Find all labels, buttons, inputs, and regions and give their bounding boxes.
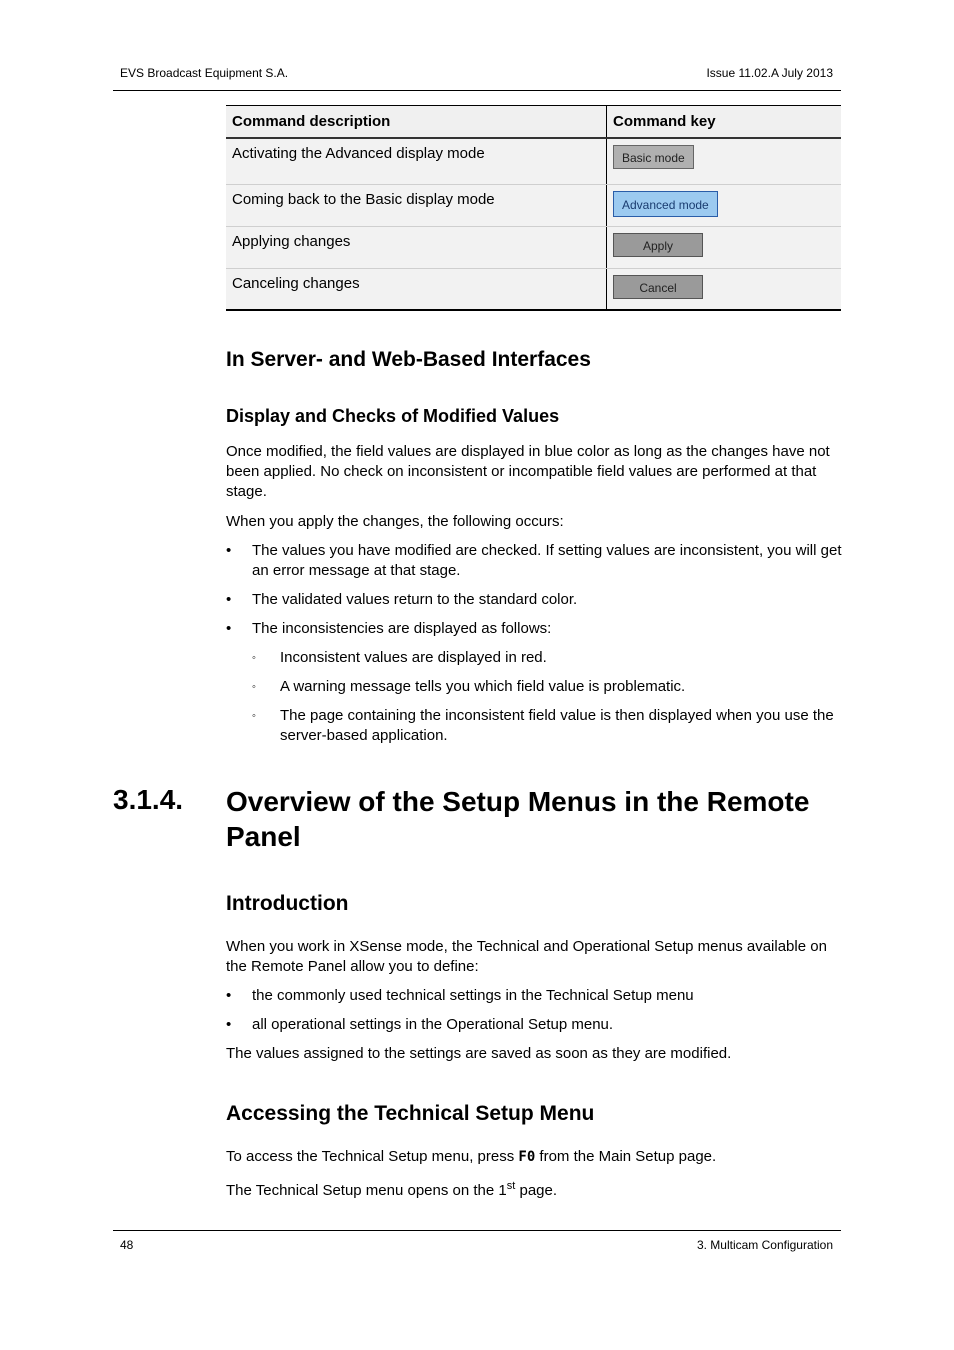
chapter-title: Overview of the Setup Menus in the Remote Panel [226, 786, 810, 852]
column-header-key: Command key [607, 106, 842, 139]
footer-rule [113, 1230, 841, 1231]
subbullet-icon: ◦ [252, 710, 256, 722]
sub-list-item: Inconsistent values are displayed in red. [280, 649, 547, 666]
section-heading-interfaces: In Server- and Web-Based Interfaces [226, 348, 591, 371]
bullet-icon: • [226, 542, 232, 559]
table-row [226, 138, 841, 184]
header-issue: Issue 11.02.A July 2013 [706, 66, 833, 80]
bullet-icon: • [226, 987, 232, 1004]
paragraph-access [226, 1147, 841, 1167]
footer-section: 3. Multicam Configuration [696, 1238, 833, 1252]
row-description: Activating the Advanced display mode [226, 138, 607, 184]
sub-list-item: The page containing the inconsistent field value is then displayed when you use the server-based application. [280, 707, 834, 744]
section-heading-accessing: Accessing the Technical Setup Menu [226, 1102, 595, 1125]
row-key [607, 226, 842, 268]
paragraph-opens [226, 1176, 841, 1201]
bullet-icon: • [226, 591, 232, 608]
column-header-description: Command description [226, 106, 607, 139]
paragraph: When you apply the changes, the following occurs: [226, 513, 564, 530]
opens-text: The Technical Setup menu opens on the 1 [226, 1182, 507, 1199]
cancel-button[interactable]: Cancel [613, 275, 703, 299]
opens-text: page. [515, 1182, 558, 1199]
list-item: The validated values return to the standard color. [252, 591, 578, 608]
access-text: from the Main Setup page. [535, 1148, 717, 1165]
advanced-mode-button[interactable]: Advanced mode [613, 191, 718, 217]
list-item: The values you have modified are checked. If setting values are inconsistent, you will get an error message at that stage. [252, 542, 842, 579]
ordinal-suffix: st [506, 1180, 516, 1192]
page-number: 48 [120, 1238, 134, 1252]
section-heading-introduction: Introduction [226, 892, 349, 915]
paragraph: Once modified, the field values are displayed in blue color as long as the changes have not been applied. No check on inconsistent or incompatible field values are performed at that stage. [226, 443, 830, 500]
command-table [226, 105, 841, 311]
list-item: the commonly used technical settings in the Technical Setup menu [252, 987, 694, 1004]
bullet-icon: • [226, 1016, 232, 1033]
header-rule [113, 90, 841, 91]
subbullet-icon: ◦ [252, 652, 256, 664]
subsection-heading-modified-values: Display and Checks of Modified Values [226, 406, 560, 426]
row-key [607, 138, 842, 184]
paragraph: The values assigned to the settings are saved as soon as they are modified. [226, 1045, 732, 1062]
access-text: To access the Technical Setup menu, press [226, 1148, 519, 1165]
list-item: The inconsistencies are displayed as follows: [252, 620, 552, 637]
row-description: Applying changes [226, 226, 607, 268]
bullet-icon: • [226, 620, 232, 637]
table-row [226, 268, 841, 310]
table-row [226, 226, 841, 268]
apply-button[interactable]: Apply [613, 233, 703, 257]
table-row [226, 184, 841, 226]
row-description: Coming back to the Basic display mode [226, 184, 607, 226]
table-header-row [226, 106, 841, 139]
basic-mode-button[interactable]: Basic mode [613, 145, 694, 169]
f0-key: F0 [518, 1149, 536, 1165]
row-key [607, 268, 842, 310]
header-company: EVS Broadcast Equipment S.A. [120, 66, 289, 80]
paragraph: When you work in XSense mode, the Technical and Operational Setup menus available on the Remote Panel allow you to define: [226, 938, 827, 975]
list-item: all operational settings in the Operational Setup menu. [252, 1016, 614, 1033]
chapter-number: 3.1.4. [113, 784, 184, 815]
sub-list-item: A warning message tells you which field value is problematic. [280, 678, 686, 695]
row-description: Canceling changes [226, 268, 607, 310]
row-key [607, 184, 842, 226]
subbullet-icon: ◦ [252, 681, 256, 693]
